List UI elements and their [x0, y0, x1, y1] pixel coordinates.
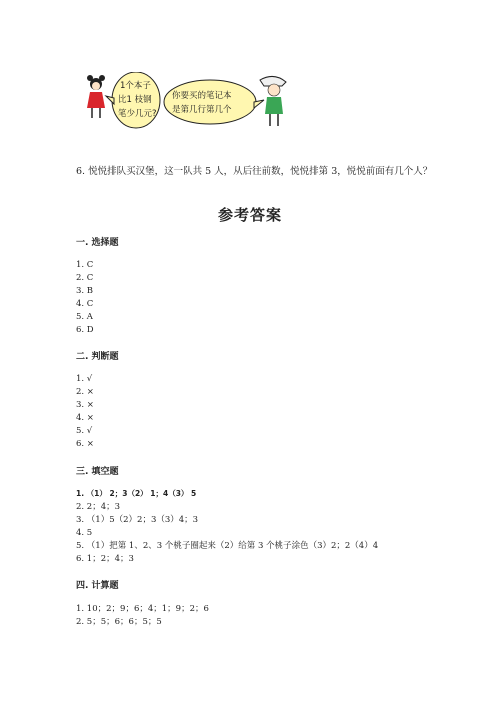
answer-title: 参考答案 [217, 206, 282, 224]
answer-line: 2. × [76, 386, 94, 397]
answer-line: 6. 1；2；4；3 [76, 553, 134, 564]
bubble-right-line-1: 你要买的笔记本 [172, 91, 232, 101]
boy-figure [260, 76, 286, 126]
section-heading-fill: 三. 填空题 [76, 467, 119, 477]
answer-line: 5. （1）把第 1、2、3 个桃子圈起来（2）给第 3 个桃子涂色（3）2；2（4）4 [76, 540, 379, 551]
question-6: 6. 悦悦排队买汉堡，这一队共 5 人，从后往前数，悦悦排第 3，悦悦前面有几个人？ [76, 166, 433, 177]
bubble-left-line-1: 1个本子 [120, 81, 151, 91]
answer-line: 1. C [76, 260, 94, 270]
answer-line: 3. × [76, 399, 94, 410]
section-heading-calc: 四. 计算题 [76, 581, 119, 591]
answer-line: 3. （1）5（2）2；3（3）4；3 [76, 514, 199, 525]
answer-line: 1. 10；2；9；6；4；1；9；2；6 [76, 604, 209, 614]
section-lines-fill [76, 488, 378, 565]
girl-figure [87, 75, 105, 118]
bubble-left-line-2: 比1 枝钢 [118, 95, 152, 105]
answer-line: 3. B [76, 285, 94, 296]
section-lines-choice [76, 259, 94, 336]
answer-line: 2. 2；4；3 [76, 501, 121, 512]
answer-line: 4. 5 [76, 527, 93, 538]
answer-line: 5. A [76, 311, 93, 322]
cartoon-svg [82, 72, 292, 132]
section-lines-calc [76, 603, 209, 629]
answer-line: 2. C [76, 272, 94, 283]
illustration [82, 72, 292, 132]
answer-line: 4. C [76, 298, 94, 309]
answer-line: 2. 5；5；6；6；5；5 [76, 616, 162, 627]
bubble-right-line-2: 是第几行第几个 [172, 105, 232, 115]
answer-line: 1. （1） 2；3（2） 1；4（3） 5 [76, 489, 197, 498]
answer-line: 1. √ [76, 374, 93, 384]
section-heading-choice: 一. 选择题 [76, 238, 119, 248]
section-heading-judgement: 二. 判断题 [76, 352, 119, 362]
bubble-left-line-3: 笔少几元? [118, 109, 157, 119]
section-lines-judgement [76, 373, 94, 450]
answer-line: 4. × [76, 412, 94, 423]
answer-line: 5. √ [76, 425, 93, 436]
answer-line: 6. × [76, 438, 94, 449]
answer-line: 6. D [76, 324, 94, 335]
